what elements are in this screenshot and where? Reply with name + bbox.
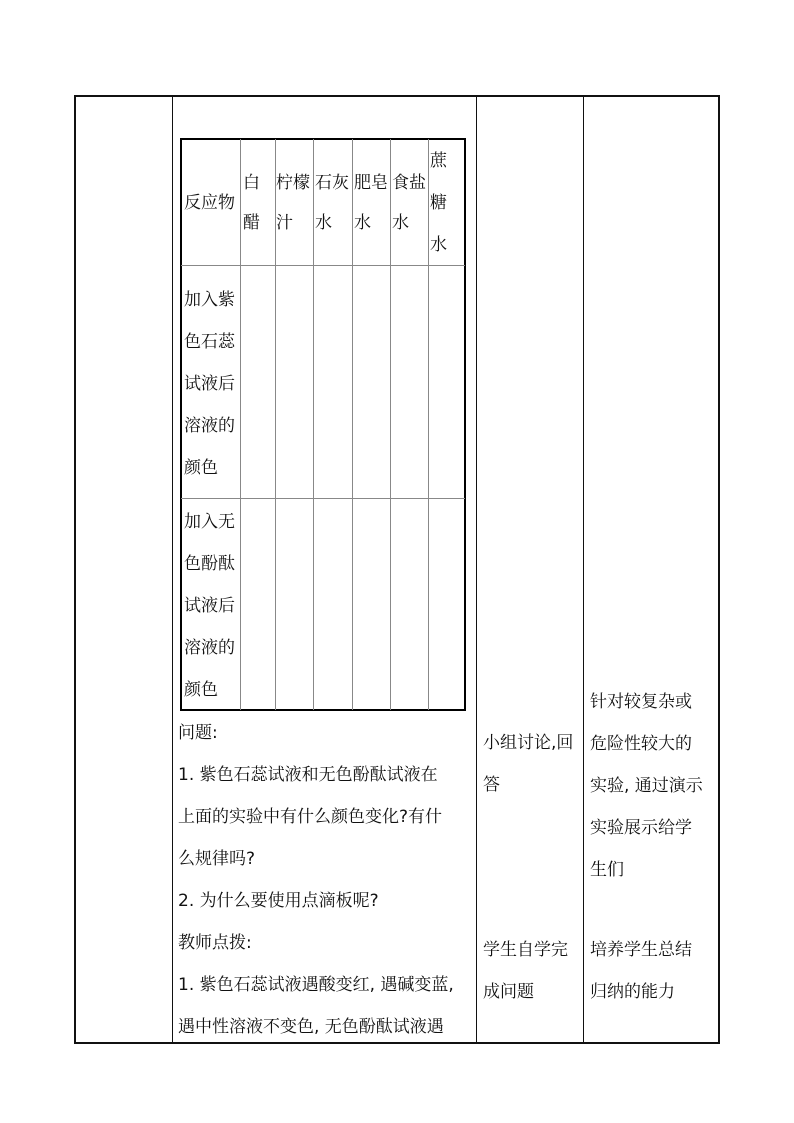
student-activity-line: 答 <box>483 775 500 795</box>
row-label-litmus-4: 溶液的 <box>184 416 235 436</box>
column-header-sugarwater-1: 蔗 <box>430 151 447 171</box>
content-line: 1. 紫色石蕊试液和无色酚酞试液在 <box>178 765 438 785</box>
column-divider-1 <box>172 96 173 1043</box>
row-label-phenolphthalein-1: 加入无 <box>184 512 235 532</box>
column-divider-3 <box>583 96 584 1043</box>
column-header-soap-1: 肥皂 <box>354 173 388 193</box>
column-header-vinegar-1: 白 <box>243 173 260 193</box>
column-header-sugarwater-2: 糖 <box>430 193 447 213</box>
row-label-phenolphthalein-2: 色酚酞 <box>184 554 235 574</box>
inner-col-divider-5 <box>390 139 391 710</box>
column-header-saltwater-1: 食盐 <box>392 173 426 193</box>
column-header-lemon-2: 汁 <box>276 213 293 233</box>
design-intent-line: 针对较复杂或 <box>590 692 692 712</box>
inner-row-divider-2 <box>181 498 465 499</box>
column-header-limewater-2: 水 <box>315 213 332 233</box>
row-label-phenolphthalein-3: 试液后 <box>184 596 235 616</box>
design-intent-line: 归纳的能力 <box>590 982 675 1002</box>
row-label-litmus-2: 色石蕊 <box>184 332 235 352</box>
row-label-litmus-1: 加入紫 <box>184 290 235 310</box>
inner-border-left <box>180 138 182 711</box>
content-line: 问题: <box>178 723 218 743</box>
design-intent-line: 实验, 通过演示 <box>590 776 703 796</box>
content-line: 遇中性溶液不变色, 无色酚酞试液遇 <box>178 1017 444 1037</box>
design-intent-line: 实验展示给学 <box>590 818 692 838</box>
content-line: 2. 为什么要使用点滴板呢? <box>178 891 379 911</box>
inner-border-bottom <box>180 709 466 711</box>
inner-col-divider-4 <box>352 139 353 710</box>
content-line: 么规律吗? <box>178 849 256 869</box>
inner-border-top <box>180 138 466 140</box>
column-header-vinegar-2: 醋 <box>243 213 260 233</box>
column-header-limewater-1: 石灰 <box>315 173 349 193</box>
inner-border-right <box>464 138 466 711</box>
column-header-lemon-1: 柠檬 <box>276 173 310 193</box>
row-label-litmus-5: 颜色 <box>184 458 218 478</box>
design-intent-line: 培养学生总结 <box>590 940 692 960</box>
outer-border-right <box>718 95 720 1044</box>
content-line: 上面的实验中有什么颜色变化?有什 <box>178 807 443 827</box>
row-label-litmus-3: 试液后 <box>184 374 235 394</box>
inner-col-divider-1 <box>240 139 241 710</box>
header-label: 反应物 <box>184 193 235 213</box>
row-label-phenolphthalein-4: 溶液的 <box>184 638 235 658</box>
content-line: 教师点拨: <box>178 933 252 953</box>
row-label-phenolphthalein-5: 颜色 <box>184 680 218 700</box>
student-activity-line: 学生自学完 <box>483 940 568 960</box>
student-activity-line: 成问题 <box>483 982 534 1002</box>
student-activity-line: 小组讨论,回 <box>483 733 574 753</box>
inner-col-divider-3 <box>313 139 314 710</box>
outer-border-left <box>74 95 76 1044</box>
column-header-soap-2: 水 <box>354 213 371 233</box>
design-intent-line: 危险性较大的 <box>590 734 692 754</box>
column-header-saltwater-2: 水 <box>392 213 409 233</box>
design-intent-line: 生们 <box>590 860 624 880</box>
column-divider-2 <box>476 96 477 1043</box>
column-header-sugarwater-3: 水 <box>430 235 447 255</box>
inner-col-divider-6 <box>428 139 429 710</box>
outer-border-top <box>74 95 720 97</box>
content-line: 1. 紫色石蕊试液遇酸变红, 遇碱变蓝, <box>178 975 454 995</box>
outer-border-bottom <box>74 1042 720 1044</box>
inner-row-divider-1 <box>181 265 465 266</box>
